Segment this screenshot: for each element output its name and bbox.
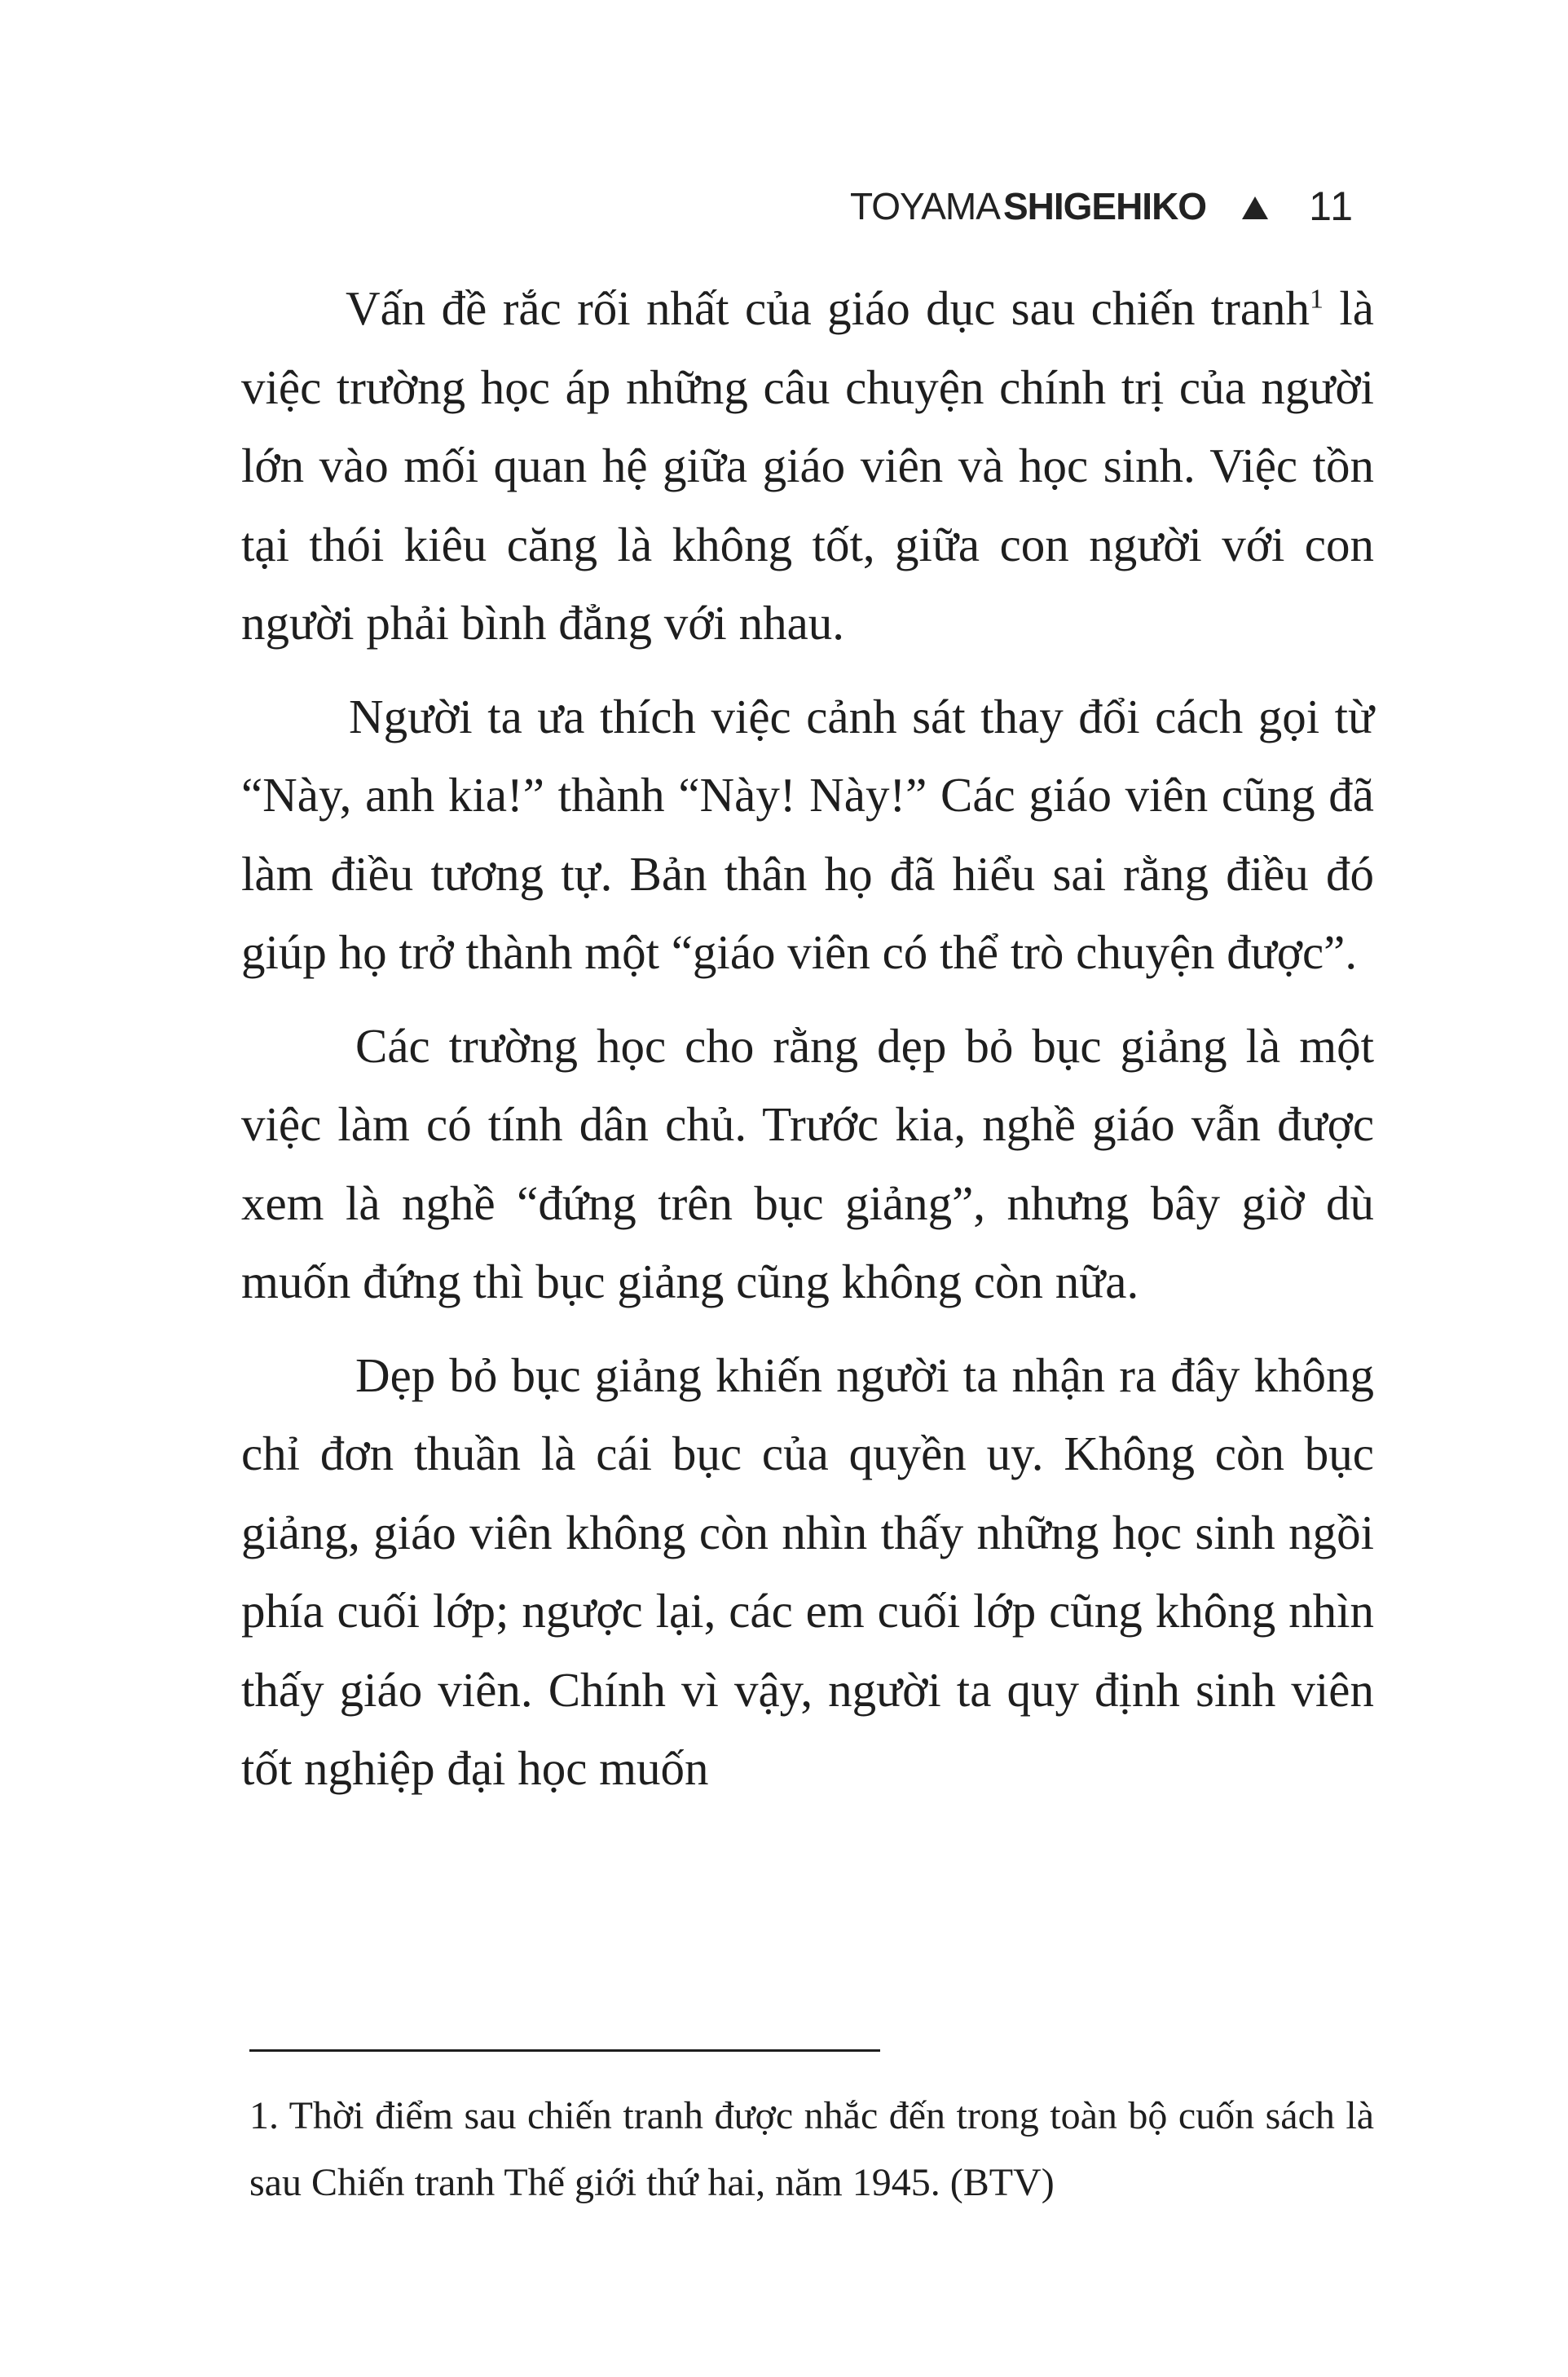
paragraph-1 — [241, 269, 1374, 663]
paragraph-4: Dẹp bỏ bục giảng khiến người ta nhận ra đây không chỉ đơn thuần là cái bục của quyền uy. Không còn bục giảng, giáo viên không còn nhìn thấy những học sinh ngồi phía cuối lớp; ngược lại, các em cuối lớp cũng không nhìn thấy giáo viên. Chính vì vậy, người ta quy định sinh viên tốt nghiệp đại học muốn — [241, 1347, 1374, 1795]
author-first-name: TOYAMA — [849, 185, 1000, 227]
page-number: 11 — [1309, 183, 1354, 229]
paragraph-1-start: Vấn đề rắc rối nhất của giáo dục sau chiến tranh — [346, 281, 1310, 335]
footnote-reference: 1 — [1310, 284, 1324, 315]
body-text — [241, 269, 1374, 1823]
paragraph-3: Các trường học cho rằng dẹp bỏ bục giảng là một việc làm có tính dân chủ. Trước kia, nghề giáo vẫn được xem là nghề “đứng trên bục giảng”, nhưng bây giờ dù muốn đứng thì bục giảng cũng không còn nữa. — [241, 1018, 1374, 1308]
triangle-icon — [1242, 196, 1268, 219]
running-header — [850, 178, 1354, 235]
author-last-name: SHIGEHIKO — [1002, 185, 1207, 227]
footnote: 1. Thời điểm sau chiến tranh được nhắc đến trong toàn bộ cuốn sách là sau Chiến tranh Thế giới thứ hai, năm 1945. (BTV) — [249, 2094, 1374, 2204]
paragraph-2: Người ta ưa thích việc cảnh sát thay đổi cách gọi từ “Này, anh kia!” thành “Này! Này!” Các giáo viên cũng đã làm điều tương tự. Bản thân họ đã hiểu sai rằng điều đó giúp họ trở thành một “giáo viên có thể trò chuyện được”. — [241, 689, 1374, 979]
paragraph-1-rest: là việc trường học áp những câu chuyện chính trị của người lớn vào mối quan hệ giữa giáo viên và học sinh. Việc tồn tại thói kiêu căng là không tốt, giữa con người với con người phải bình đẳng với nhau. — [241, 281, 1374, 650]
footnote-divider — [249, 2049, 880, 2052]
